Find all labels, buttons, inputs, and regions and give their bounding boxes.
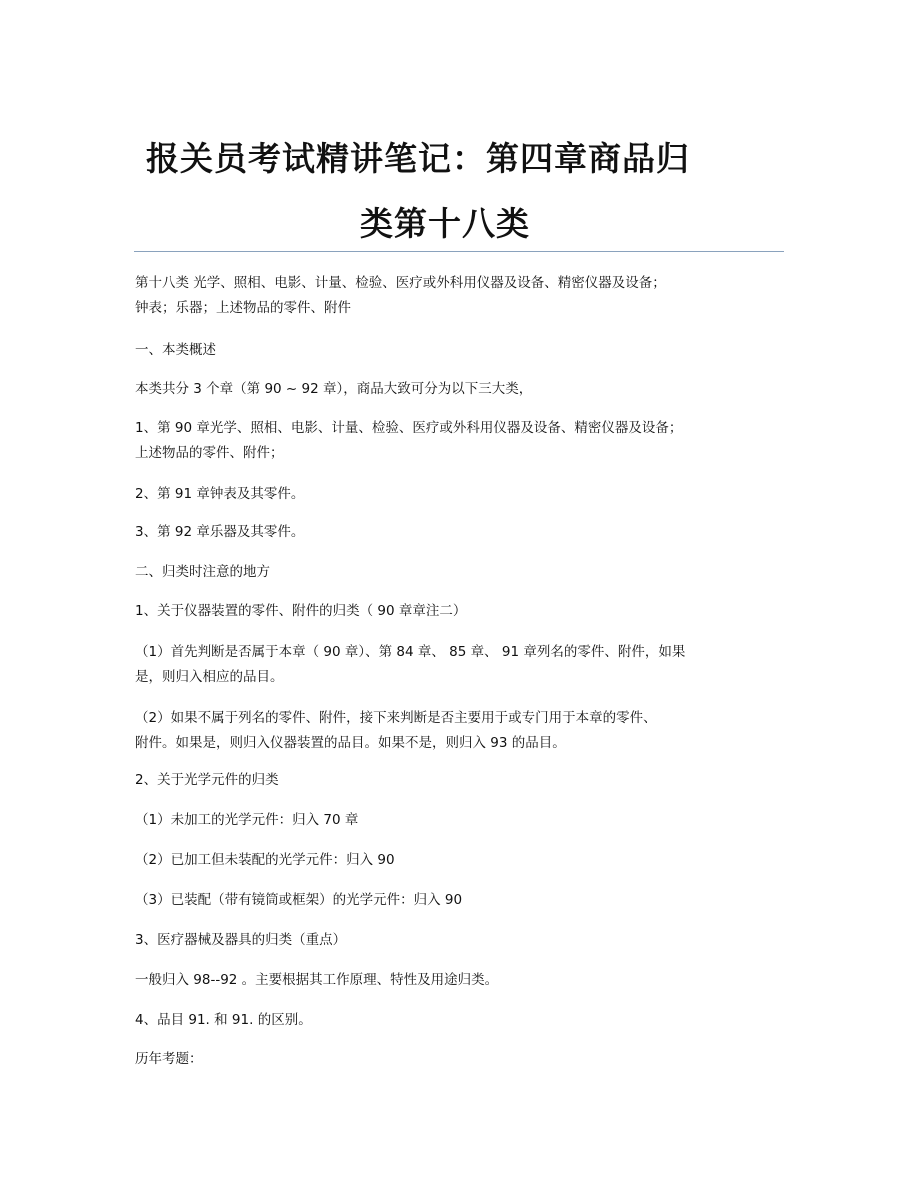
text-line: （1）首先判断是否属于本章（ 90 章）、第 84 章、 85 章、 91 章列名的零件、附件，如果	[135, 644, 686, 660]
section-heading-overview	[135, 338, 775, 363]
text-line: 3、第 92 章乐器及其零件。	[135, 524, 305, 540]
text-line: （3）已装配（带有镜筒或框架）的光学元件：归入 90	[135, 892, 463, 908]
text-line: 3、医疗器械及器具的归类（重点）	[135, 932, 347, 948]
title-divider	[134, 251, 784, 252]
paragraph-parts-step-1	[135, 640, 775, 690]
text-line: 2、关于光学元件的归类	[135, 772, 279, 788]
paragraph-chapter-heading	[135, 271, 775, 321]
text-line: 一、本类概述	[135, 342, 216, 358]
text-line: 本类共分 3 个章（第 90 ~ 92 章），商品大致可分为以下三大类，	[135, 381, 533, 397]
subheading-past-exam-questions	[135, 1047, 775, 1072]
text-line: （2）已加工但未装配的光学元件：归入 90	[135, 852, 395, 868]
subheading-medical-devices	[135, 928, 775, 953]
text-line: 是，则归入相应的品目。	[135, 669, 284, 685]
text-line: 上述物品的零件、附件；	[135, 445, 284, 461]
section-heading-notes	[135, 560, 775, 585]
text-line: 第十八类 光学、照相、电影、计量、检验、医疗或外科用仪器及设备、精密仪器及设备；	[135, 275, 666, 291]
text-line: 钟表；乐器；上述物品的零件、附件	[135, 300, 351, 316]
document-title-line-1: 报关员考试精讲笔记：第四章商品归	[146, 139, 690, 178]
subheading-heading-difference	[135, 1008, 775, 1033]
text-line: 1、第 90 章光学、照相、电影、计量、检验、医疗或外科用仪器及设备、精密仪器及设备；	[135, 420, 683, 436]
list-item-chapter-91	[135, 482, 775, 507]
list-item-chapter-90	[135, 416, 775, 466]
paragraph-optical-unworked	[135, 808, 775, 833]
text-line: 历年考题：	[135, 1051, 203, 1067]
paragraph-medical-devices	[135, 968, 775, 993]
text-line: （2）如果不属于列名的零件、附件，接下来判断是否主要用于或专门用于本章的零件、	[135, 710, 657, 726]
paragraph-parts-step-2	[135, 706, 775, 756]
text-line: 二、归类时注意的地方	[135, 564, 270, 580]
paragraph-optical-mounted	[135, 888, 775, 913]
text-line: 4、品目 91. 和 91. 的区别。	[135, 1012, 312, 1028]
paragraph-optical-unmounted	[135, 848, 775, 873]
text-line: 一般归入 98--92 。主要根据其工作原理、特性及用途归类。	[135, 972, 499, 988]
subheading-parts-accessories	[135, 599, 775, 624]
subheading-optical-elements	[135, 768, 775, 793]
text-line: 1、关于仪器装置的零件、附件的归类（ 90 章章注二）	[135, 603, 467, 619]
text-line: 附件。如果是，则归入仪器装置的品目。如果不是，则归入 93 的品目。	[135, 735, 566, 751]
paragraph-overview	[135, 377, 775, 402]
document-title-line-2: 类第十八类	[360, 204, 530, 243]
text-line: 2、第 91 章钟表及其零件。	[135, 486, 305, 502]
text-line: （1）未加工的光学元件：归入 70 章	[135, 812, 359, 828]
list-item-chapter-92	[135, 520, 775, 545]
